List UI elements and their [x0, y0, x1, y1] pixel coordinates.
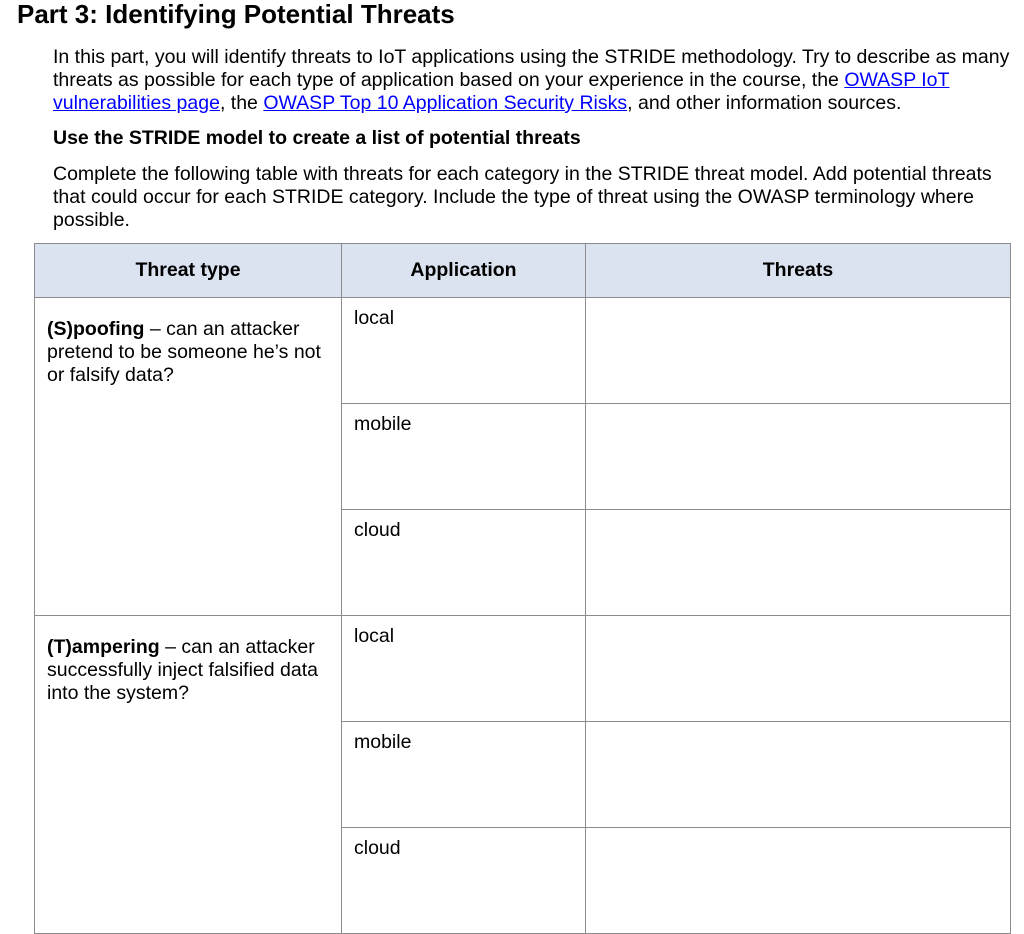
subheading: Use the STRIDE model to create a list of potential threats	[53, 127, 581, 149]
table-row	[35, 298, 1011, 404]
threats-input-cell[interactable]	[586, 828, 1011, 934]
threat-type-tampering	[35, 616, 342, 934]
application-cell: cloud	[342, 828, 586, 934]
application-cell: cloud	[342, 510, 586, 616]
application-cell: local	[342, 298, 586, 404]
application-cell: mobile	[342, 722, 586, 828]
threat-dash: –	[159, 636, 182, 658]
page-title: Part 3: Identifying Potential Threats	[17, 0, 455, 29]
owasp-top10-link[interactable]: OWASP Top 10 Application Security Risks	[263, 92, 628, 114]
threat-question: can an attacker pretend to be someone he’s not or falsify data?	[47, 318, 321, 386]
owasp-iot-vulnerabilities-link[interactable]: OWASP IoT vulnerabilities page	[53, 69, 950, 114]
application-cell: mobile	[342, 404, 586, 510]
threats-input-cell[interactable]	[586, 616, 1011, 722]
threat-dash: –	[144, 318, 167, 340]
table-row	[35, 616, 1011, 722]
threat-category-name: (S)poofing	[47, 318, 145, 340]
stride-threat-table	[34, 243, 1011, 934]
instructions-paragraph: Complete the following table with threats for each category in the STRIDE threat model. Add potential threats that could occur for each STRIDE category. Include the type of threat using the OWASP terminology where possible.	[53, 163, 992, 231]
intro-text-after: , and other information sources.	[627, 92, 902, 114]
threat-type-spoofing	[35, 298, 342, 616]
threats-input-cell[interactable]	[586, 298, 1011, 404]
threat-question: can an attacker successfully inject falsified data into the system?	[47, 636, 318, 704]
table-header-row	[35, 244, 1011, 298]
application-cell: local	[342, 616, 586, 722]
threats-input-cell[interactable]	[586, 404, 1011, 510]
threats-input-cell[interactable]	[586, 722, 1011, 828]
threats-input-cell[interactable]	[586, 510, 1011, 616]
threat-category-name: (T)ampering	[47, 636, 160, 658]
header-threats: Threats	[586, 244, 1011, 298]
intro-text-middle: , the	[219, 92, 264, 114]
header-threat-type: Threat type	[35, 244, 342, 298]
header-application: Application	[342, 244, 586, 298]
intro-text-before: In this part, you will identify threats to IoT applications using the STRIDE methodology. Try to describe as many threats as possible for each type of application based on your experience in the course, the	[53, 46, 1010, 91]
intro-paragraph	[53, 46, 1013, 115]
